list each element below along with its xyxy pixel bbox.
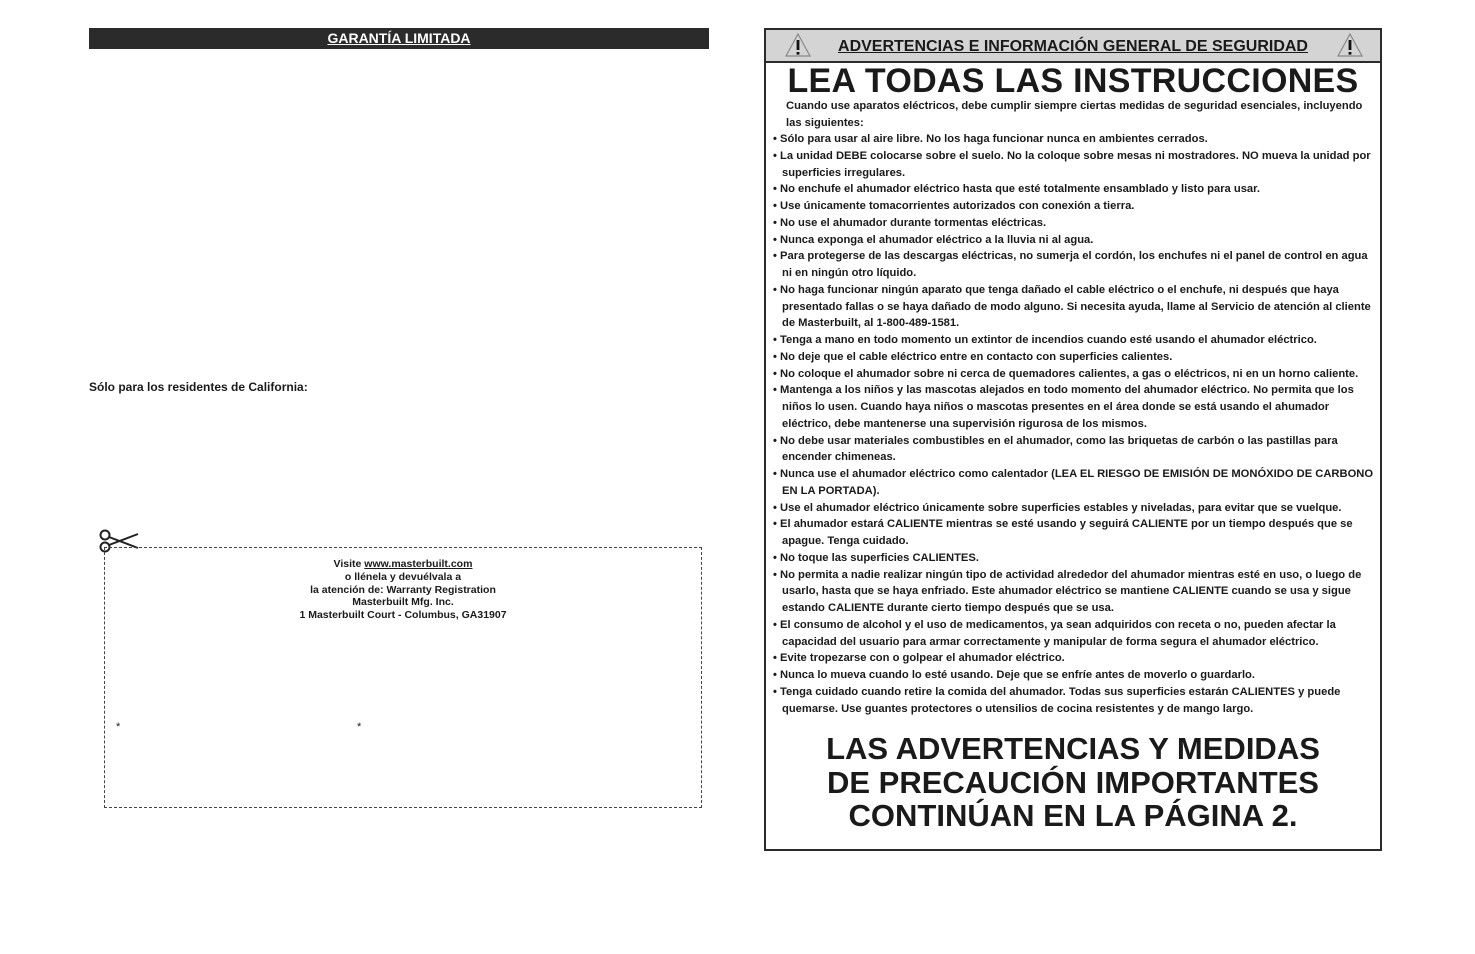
visit-line [105, 558, 701, 571]
attention-line: la atención de: Warranty Registration [310, 583, 496, 596]
safety-header [766, 30, 1380, 63]
continuation-line: DE PRECAUCIÓN IMPORTANTES [826, 764, 1319, 800]
safety-rule-item: • Nunca use el ahumador eléctrico como calentador (LEA EL RIESGO DE EMISIÓN DE MONÓXIDO DE CARBONO EN LA PORTADA). [773, 466, 1378, 500]
asterisk-left: * [116, 721, 121, 733]
safety-rule-item: • Tenga cuidado cuando retire la comida del ahumador. Todas sus superficies estarán CALIENTES y puede quemarse. Use guantes protectores o utensilios de cocina resistentes y de mango largo. [773, 684, 1378, 718]
safety-rule-item: • La unidad DEBE colocarse sobre el suelo. No la coloque sobre mesas ni mostradores. NO mueva la unidad por superficies irregulares. [773, 148, 1378, 182]
website-link[interactable]: www.masterbuilt.com [364, 558, 473, 570]
california-note: Sólo para los residentes de California: [89, 380, 308, 394]
warranty-title: GARANTÍA LIMITADA [327, 30, 471, 46]
safety-rule-item: • Evite tropezarse con o golpear el ahumador eléctrico. [773, 650, 1378, 667]
safety-rule-item: • Use el ahumador eléctrico únicamente sobre superficies estables y niveladas, para evitar que se vuelque. [773, 500, 1378, 517]
continuation-notice [766, 732, 1380, 833]
safety-header-title: ADVERTENCIAS E INFORMACIÓN GENERAL DE SEGURIDAD [838, 38, 1308, 55]
safety-rule-item: • No debe usar materiales combustibles en el ahumador, como las briquetas de carbón o las pastillas para encender chimeneas. [773, 433, 1378, 467]
safety-rule-item: • No coloque el ahumador sobre ni cerca de quemadores calientes, a gas o eléctricos, ni en un horno caliente. [773, 366, 1378, 383]
address-line: 1 Masterbuilt Court - Columbus, GA31907 [299, 609, 507, 622]
safety-rule-item: • Para protegerse de las descargas eléctricas, no sumerja el cordón, los enchufes ni el panel de control en agua ni en ningún otro líquido. [773, 248, 1378, 282]
safety-rule-item: • No toque las superficies CALIENTES. [773, 550, 1378, 567]
safety-rule-item: • Mantenga a los niños y las mascotas alejados en todo momento del ahumador eléctrico. No permita que los niños lo usen. Cuando haya niños o mascotas presentes en el área donde se está usando el ahumador eléctrico, debe mantenerse una supervisión rigurosa de los mismos. [773, 382, 1378, 432]
safety-rule-item: • Nunca lo mueva cuando lo esté usando. Deje que se enfríe antes de moverlo o guardarlo. [773, 667, 1378, 684]
safety-rule-item: • Use únicamente tomacorrientes autorizados con conexión a tierra. [773, 198, 1378, 215]
registration-cutout [104, 547, 702, 808]
page-title: LEA TODAS LAS INSTRUCCIONES [787, 62, 1359, 100]
company-line: Masterbuilt Mfg. Inc. [352, 596, 454, 609]
safety-warnings-box [764, 28, 1382, 851]
safety-rule-item: • Nunca exponga el ahumador eléctrico a la lluvia ni al agua. [773, 232, 1378, 249]
safety-rule-item: • No permita a nadie realizar ningún tipo de actividad alrededor del ahumador mientras esté en uso, o luego de usarlo, hasta que se haya enfriado. Este ahumador eléctrico se mantiene CALIENTE cuando se usa y sigue estando CALIENTE durante cierto tiempo después que se usa. [773, 567, 1378, 617]
safety-rule-item: • Sólo para usar al aire libre. No los haga funcionar nunca en ambientes cerrados. [773, 131, 1378, 148]
continuation-line: LAS ADVERTENCIAS Y MEDIDAS [826, 731, 1320, 766]
safety-rule-item: • El consumo de alcohol y el uso de medicamentos, ya sean adquiridos con receta o no, pueden afectar la capacidad del usuario para armar correctamente y manipular de forma segura el ahumador eléctrico. [773, 617, 1378, 651]
safety-rule-item: • No use el ahumador durante tormentas eléctricas. [773, 215, 1378, 232]
asterisk-middle: * [357, 721, 362, 733]
safety-rule-item: • Tenga a mano en todo momento un extintor de incendios cuando esté usando el ahumador eléctrico. [773, 332, 1378, 349]
safety-rule-item: • No deje que el cable eléctrico entre en contacto con superficies calientes. [773, 349, 1378, 366]
safety-rule-item: • El ahumador estará CALIENTE mientras se esté usando y seguirá CALIENTE por un tiempo después que se apague. Tenga cuidado. [773, 516, 1378, 550]
visit-prefix: Visite [333, 558, 365, 570]
warning-triangle-icon [1336, 32, 1364, 58]
registration-instructions [105, 558, 701, 622]
return-line: o llénela y devuélvala a [344, 570, 462, 583]
intro-text: Cuando use aparatos eléctricos, debe cumplir siempre ciertas medidas de seguridad esenciales, incluyendo las siguientes: [786, 100, 1363, 129]
safety-rule-item: • No enchufe el ahumador eléctrico hasta que esté totalmente ensamblado y listo para usar. [773, 181, 1378, 198]
safety-rules-list [773, 131, 1378, 717]
safety-rule-item: • No haga funcionar ningún aparato que tenga dañado el cable eléctrico o el enchufe, ni después que haya presentado fallas o se haya dañado de modo alguno. Si necesita ayuda, llame al Servicio de atención al cliente de Masterbuilt, al 1-800-489-1581. [773, 282, 1378, 332]
continuation-line: CONTINÚAN EN LA PÁGINA 2. [848, 798, 1298, 833]
warranty-header [89, 28, 709, 49]
